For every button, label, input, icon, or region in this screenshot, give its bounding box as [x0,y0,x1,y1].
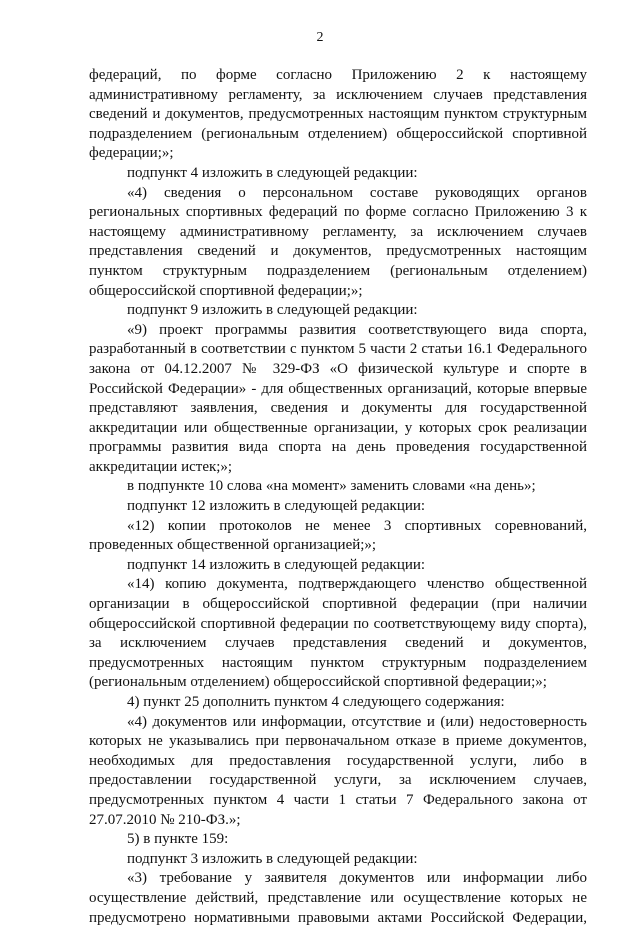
paragraph: подпункт 12 изложить в следующей редакции: [127,498,426,515]
paragraph: «4) документов или информации, отсутствие и (или) недостоверность которых не указывались при первоначальном отказе в приеме документов, необходимых для предоставления государственной услуги, либо в предоставлении государственной услуги, за исключением случаев, предусмотренных пунктом 4 части 1 статьи 7 Федерального закона от 27.07.2010 № 210-ФЗ.»; [89,713,587,828]
paragraph: подпункт 9 изложить в следующей редакции: [127,302,418,319]
paragraph: 4) пункт 25 дополнить пунктом 4 следующего содержания: [127,694,505,710]
paragraph: «14) копию документа, подтверждающего членство общественной организации в общероссийской спортивной федерации (при наличии общероссийской спортивной федерации по соответствующему виду спорта), за исключением случаев представления сведений и документов, предусмотренных настоящим пунктом структурным подразделением (региональным отделением) общероссийской спортивной федерации;»; [89,576,587,691]
paragraph: подпункт 3 изложить в следующей редакции: [127,850,418,867]
paragraph: «3) требование у заявителя документов или информации либо осуществление действий, представление или осуществление которых не предусмотрено нормативными правовыми актами Российской Федерации, [89,870,587,926]
paragraph: подпункт 4 изложить в следующей редакции: [127,164,418,181]
paragraph: федераций, по форме согласно Приложению 2 к настоящему административному регламенту, за исключением случаев представления сведений и документов, предусмотренных настоящим пунктом структурным подразделением (региональным отделением) общероссийской спортивной федерации;»; [89,67,587,162]
paragraph: «12) копии протоколов не менее 3 спортивных соревнований, проведенных общественной организацией;»; [89,517,587,554]
paragraph: 5) в пункте 159: [127,831,229,848]
paragraph: подпункт 14 изложить в следующей редакции: [127,556,426,573]
page-number: 2 [316,30,324,45]
paragraph: в подпункте 10 слова «на момент» заменить словами «на день»; [127,478,536,495]
paragraph: «4) сведения о персональном составе руководящих органов региональных спортивных федераций по форме согласно Приложению 3 к настоящему административному регламенту, за исключением случаев представления сведений и документов, предусмотренных настоящим пунктом структурным подразделением (региональным отделением) общероссийской спортивной федерации;»; [89,184,587,299]
paragraph: «9) проект программы развития соответствующего вида спорта, разработанный в соответствии с пунктом 5 части 2 статьи 16.1 Федерального закона от 04.12.2007 № 329-ФЗ «О физической культуре и спорте в Российской Федерации» - для общественных организаций, которые впервые представляют заявления, сведения и документы для государственной аккредитации или общественные организации, у которых срок реализации программы развития вида спорта на день проведения государственной аккредитации истек;»; [89,321,587,475]
document-body [89,66,587,928]
